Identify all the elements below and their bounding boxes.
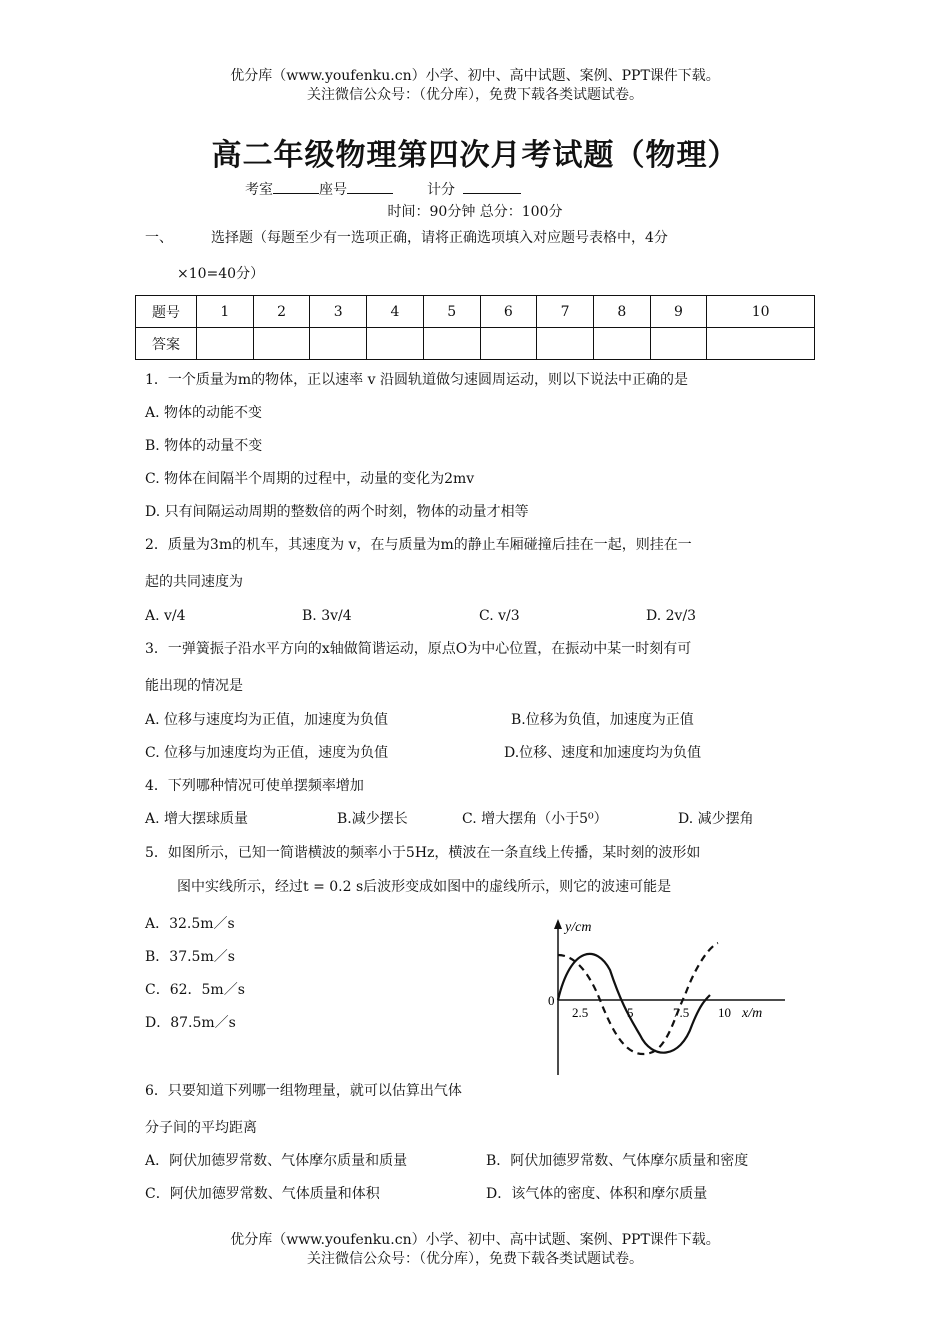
y-axis-label: y/cm bbox=[565, 920, 592, 935]
q4-option-d: D. 减少摆角 bbox=[678, 811, 754, 827]
q6-option-c: C．阿伏加德罗常数、气体质量和体积 bbox=[145, 1186, 380, 1202]
x-tick-label: 5 bbox=[627, 1005, 634, 1020]
answer-cell[interactable] bbox=[310, 328, 367, 360]
q2-option-c: C. v/3 bbox=[479, 608, 520, 624]
q5-stem-1: 5．如图所示，已知一简谐横波的频率小于5Hz，横波在一条直线上传播，某时刻的波形如 bbox=[145, 845, 701, 861]
table-cell-number: 1 bbox=[197, 296, 254, 328]
section-number: 一、 bbox=[145, 230, 173, 246]
header-line-2: 关注微信公众号：（优分库），免费下载各类试题试卷。 bbox=[307, 87, 643, 103]
answer-cell[interactable] bbox=[707, 328, 815, 360]
q4-option-b: B.减少摆长 bbox=[337, 811, 408, 827]
q5-option-c: C．62．5m／s bbox=[145, 982, 245, 998]
score-label: 计分 bbox=[427, 182, 455, 198]
q1-stem: 1．一个质量为m的物体，正以速率 v 沿圆轨道做匀速圆周运动，则以下说法中正确的是 bbox=[145, 372, 688, 388]
q4-option-c: C. 增大摆角（小于5⁰） bbox=[462, 811, 608, 827]
q5-option-b: B．37.5m／s bbox=[145, 949, 235, 965]
q2-option-d: D. 2v/3 bbox=[646, 608, 697, 624]
question-number-row bbox=[136, 296, 815, 328]
answer-cell[interactable] bbox=[197, 328, 254, 360]
room-label: 考室 bbox=[245, 182, 273, 198]
q6-option-b: B．阿伏加德罗常数、气体摩尔质量和密度 bbox=[486, 1153, 749, 1169]
footer-line-1: 优分库（www.youfenku.cn）小学、初中、高中试题、案例、PPT课件下载。 bbox=[230, 1232, 720, 1248]
q3-option-a: A. 位移与速度均为正值，加速度为负值 bbox=[145, 712, 389, 728]
table-cell-number: 9 bbox=[650, 296, 707, 328]
q3-option-c: C. 位移与加速度均为正值，速度为负值 bbox=[145, 745, 389, 761]
solid-wave-curve bbox=[558, 954, 710, 1053]
page-title: 高二年级物理第四次月考试题（物理） bbox=[211, 138, 739, 173]
footer-line-2: 关注微信公众号：（优分库），免费下载各类试题试卷。 bbox=[307, 1251, 643, 1267]
q6-stem-2: 分子间的平均距离 bbox=[145, 1120, 257, 1136]
q6-option-a: A．阿伏加德罗常数、气体摩尔质量和质量 bbox=[145, 1153, 408, 1169]
score-blank[interactable] bbox=[463, 179, 521, 194]
q2-option-a: A. v/4 bbox=[145, 608, 186, 624]
q1-option-a: A. 物体的动能不变 bbox=[145, 405, 263, 421]
answer-cell[interactable] bbox=[650, 328, 707, 360]
header-line-1: 优分库（www.youfenku.cn）小学、初中、高中试题、案例、PPT课件下载。 bbox=[230, 68, 720, 84]
section-instruction-2: ×10=40分） bbox=[177, 266, 265, 282]
q5-stem-2: 图中实线所示，经过t = 0.2 s后波形变成如图中的虚线所示，则它的波速可能是 bbox=[177, 879, 672, 895]
q2-option-b: B. 3v/4 bbox=[302, 608, 352, 624]
wave-graph bbox=[540, 915, 790, 1080]
q5-option-d: D．87.5m／s bbox=[145, 1015, 236, 1031]
answer-cell[interactable] bbox=[537, 328, 594, 360]
y-axis-arrow-icon bbox=[554, 919, 562, 929]
q3-stem-1: 3．一弹簧振子沿水平方向的x轴做简谐运动，原点O为中心位置，在振动中某一时刻有可 bbox=[145, 641, 692, 657]
room-blank[interactable] bbox=[273, 179, 319, 194]
q6-stem-1: 6．只要知道下列哪一组物理量，就可以估算出气体 bbox=[145, 1083, 462, 1099]
origin-label: 0 bbox=[548, 993, 555, 1008]
table-cell-number: 2 bbox=[253, 296, 310, 328]
q4-option-a: A. 增大摆球质量 bbox=[145, 811, 249, 827]
table-cell-number: 7 bbox=[537, 296, 594, 328]
answer-label: 答案 bbox=[136, 328, 197, 360]
section-instruction-1: 选择题（每题至少有一选项正确，请将正确选项填入对应题号表格中，4分 bbox=[211, 230, 668, 246]
q4-stem: 4．下列哪种情况可使单摆频率增加 bbox=[145, 778, 364, 794]
table-cell-number: 8 bbox=[593, 296, 650, 328]
answer-table bbox=[135, 295, 815, 360]
table-cell-number: 5 bbox=[423, 296, 480, 328]
x-tick-label: 10 bbox=[718, 1005, 731, 1020]
table-cell-number: 4 bbox=[367, 296, 424, 328]
q3-option-b: B.位移为负值，加速度为正值 bbox=[511, 712, 694, 728]
answer-cell[interactable] bbox=[367, 328, 424, 360]
q1-option-d: D. 只有间隔运动周期的整数倍的两个时刻，物体的动量才相等 bbox=[145, 504, 529, 520]
dashed-wave-curve bbox=[558, 943, 718, 1054]
answer-cell[interactable] bbox=[480, 328, 537, 360]
answer-cell[interactable] bbox=[253, 328, 310, 360]
seat-blank[interactable] bbox=[347, 179, 393, 194]
x-tick-label: 7.5 bbox=[673, 1005, 690, 1020]
q5-option-a: A．32.5m／s bbox=[145, 916, 235, 932]
q1-option-b: B. 物体的动量不变 bbox=[145, 438, 263, 454]
answer-cell[interactable] bbox=[593, 328, 650, 360]
exam-info-row bbox=[245, 179, 521, 200]
q3-option-d: D.位移、速度和加速度均为负值 bbox=[504, 745, 702, 761]
table-cell-number: 10 bbox=[707, 296, 815, 328]
time-line: 时间：90分钟 总分：100分 bbox=[387, 204, 563, 220]
table-cell-number: 3 bbox=[310, 296, 367, 328]
q6-option-d: D．该气体的密度、体积和摩尔质量 bbox=[486, 1186, 708, 1202]
q2-stem-2: 起的共同速度为 bbox=[145, 574, 243, 590]
q2-stem-1: 2．质量为3m的机车，其速度为 v，在与质量为m的静止车厢碰撞后挂在一起，则挂在一 bbox=[145, 537, 692, 553]
answer-row bbox=[136, 328, 815, 360]
table-cell-number: 6 bbox=[480, 296, 537, 328]
x-tick-label: 2.5 bbox=[572, 1005, 589, 1020]
q1-option-c: C. 物体在间隔半个周期的过程中，动量的变化为2mv bbox=[145, 471, 475, 487]
seat-label: 座号 bbox=[319, 182, 347, 198]
answer-cell[interactable] bbox=[423, 328, 480, 360]
x-axis-label: x/m bbox=[742, 1006, 763, 1021]
q3-stem-2: 能出现的情况是 bbox=[145, 678, 243, 694]
question-number-label: 题号 bbox=[136, 296, 197, 328]
